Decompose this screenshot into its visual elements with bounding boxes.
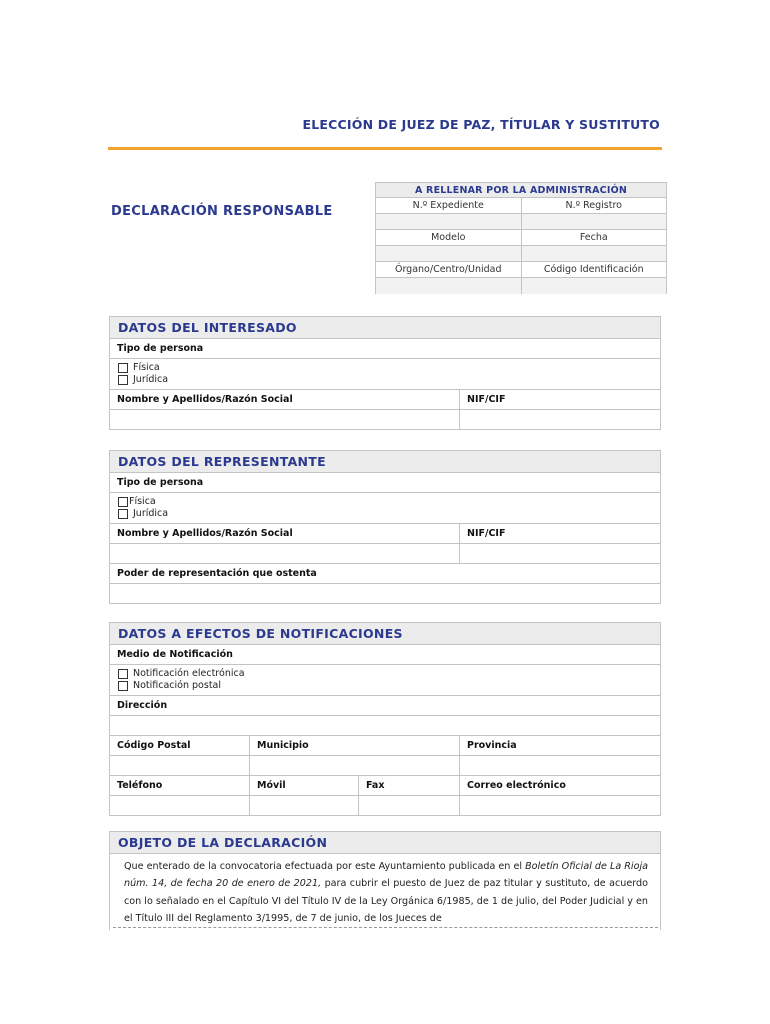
nombre-label: Nombre y Apellidos/Razón Social <box>117 394 293 405</box>
option-label: Notificación electrónica <box>133 668 245 679</box>
form-row <box>110 524 660 544</box>
option-label: Jurídica <box>133 508 169 519</box>
municipio-field[interactable] <box>249 756 459 775</box>
fisica-option[interactable] <box>118 496 168 508</box>
form-row <box>110 410 660 429</box>
telefono-label: Teléfono <box>117 780 163 791</box>
title-rule <box>108 147 662 150</box>
organo-field[interactable] <box>376 278 521 294</box>
provincia-field[interactable] <box>459 756 660 775</box>
form-row <box>110 544 660 564</box>
form-row <box>110 776 660 796</box>
form-row <box>110 756 660 776</box>
expediente-field[interactable] <box>376 214 521 229</box>
form-row <box>110 390 660 410</box>
postal-option[interactable] <box>118 680 245 692</box>
fax-field[interactable] <box>358 796 459 815</box>
form-row <box>110 473 660 493</box>
declaration-text <box>110 854 660 927</box>
fecha-field[interactable] <box>521 246 667 261</box>
form-row <box>110 645 660 665</box>
option-label: Jurídica <box>133 374 169 385</box>
checkbox[interactable] <box>118 669 128 679</box>
section-heading: OBJETO DE LA DECLARACIÓN <box>110 832 660 854</box>
checkbox[interactable] <box>118 363 128 373</box>
nif-label: NIF/CIF <box>459 390 660 409</box>
notificaciones-section <box>109 622 661 816</box>
direccion-label: Dirección <box>117 700 168 711</box>
tipo-persona-label: Tipo de persona <box>117 343 204 354</box>
form-row <box>110 359 660 390</box>
correo-field[interactable] <box>459 796 660 815</box>
form-row <box>110 493 660 524</box>
fecha-label: Fecha <box>521 230 667 245</box>
boletin-reference: Boletín Oficial de La Rioja núm. 14, de fecha 20 de enero de 2021, <box>124 861 648 890</box>
movil-field[interactable] <box>249 796 358 815</box>
codigo-identificacion-field[interactable] <box>521 278 667 294</box>
registro-label: N.º Registro <box>521 198 667 213</box>
declaration-label: DECLARACIÓN RESPONSABLE <box>111 204 333 219</box>
admin-input-row <box>376 246 666 262</box>
organo-label: Órgano/Centro/Unidad <box>394 264 502 275</box>
document-title: ELECCIÓN DE JUEZ DE PAZ, TÍTULAR Y SUSTITUTO <box>302 117 660 132</box>
registro-field[interactable] <box>521 214 667 229</box>
cp-field[interactable] <box>110 756 249 775</box>
form-row <box>110 696 660 716</box>
modelo-label: Modelo <box>431 232 466 243</box>
telefono-field[interactable] <box>110 796 249 815</box>
nombre-field[interactable] <box>110 544 459 563</box>
medio-label: Medio de Notificación <box>117 649 233 660</box>
declaration-text-part: para cubrir el puesto de Juez de paz titular y sustituto, de acuerdo con lo señalado en el Capítulo VI del Título IV de la Ley Orgánica 6/1985, de 1 de julio, del Poder Judicial y en el Título III del Reglamento 3/1995, de 7 de junio, de los Jueces de <box>124 878 648 924</box>
form-row <box>110 736 660 756</box>
municipio-label: Municipio <box>249 736 459 755</box>
form-row <box>110 564 660 584</box>
correo-label: Correo electrónico <box>459 776 660 795</box>
checkbox[interactable] <box>118 497 128 507</box>
page-cut-line <box>113 927 658 928</box>
poder-label: Poder de representación que ostenta <box>117 568 317 579</box>
form-row <box>110 339 660 359</box>
nif-field[interactable] <box>459 544 660 563</box>
tipo-persona-options <box>110 493 168 523</box>
nif-label: NIF/CIF <box>459 524 660 543</box>
cp-label: Código Postal <box>117 740 191 751</box>
objeto-section <box>109 831 661 930</box>
expediente-label: N.º Expediente <box>412 200 484 211</box>
form-row <box>110 584 660 603</box>
codigo-identificacion-label: Código Identificación <box>521 262 667 277</box>
fax-label: Fax <box>358 776 459 795</box>
section-heading: DATOS DEL REPRESENTANTE <box>110 451 660 473</box>
movil-label: Móvil <box>249 776 358 795</box>
nombre-field[interactable] <box>110 410 459 429</box>
option-label: Física <box>129 496 156 507</box>
section-heading: DATOS DEL INTERESADO <box>110 317 660 339</box>
admin-input-row <box>376 214 666 230</box>
form-row <box>110 716 660 736</box>
fisica-option[interactable] <box>118 362 168 374</box>
interesado-section <box>109 316 661 430</box>
juridica-option[interactable] <box>118 374 168 386</box>
modelo-field[interactable] <box>376 246 521 261</box>
provincia-label: Provincia <box>459 736 660 755</box>
form-row <box>110 665 660 696</box>
section-heading: DATOS A EFECTOS DE NOTIFICACIONES <box>110 623 660 645</box>
electronica-option[interactable] <box>118 668 245 680</box>
admin-input-row <box>376 278 666 294</box>
juridica-option[interactable] <box>118 508 168 520</box>
form-row <box>110 796 660 815</box>
checkbox[interactable] <box>118 509 128 519</box>
admin-label-row <box>376 262 666 278</box>
admin-label-row <box>376 198 666 214</box>
medio-options <box>110 665 245 695</box>
option-label: Física <box>133 362 160 373</box>
admin-label-row <box>376 230 666 246</box>
option-label: Notificación postal <box>133 680 222 691</box>
direccion-field[interactable] <box>110 716 660 735</box>
checkbox[interactable] <box>118 375 128 385</box>
nombre-label: Nombre y Apellidos/Razón Social <box>117 528 293 539</box>
poder-field[interactable] <box>110 584 660 603</box>
tipo-persona-label: Tipo de persona <box>117 477 204 488</box>
admin-table <box>375 182 667 294</box>
tipo-persona-options <box>110 359 168 389</box>
admin-table-heading: A RELLENAR POR LA ADMINISTRACIÓN <box>376 183 666 198</box>
representante-section <box>109 450 661 604</box>
checkbox[interactable] <box>118 681 128 691</box>
declaration-text-part: Que enterado de la convocatoria efectuada por este Ayuntamiento publicada en el <box>124 861 526 872</box>
nif-field[interactable] <box>459 410 660 429</box>
